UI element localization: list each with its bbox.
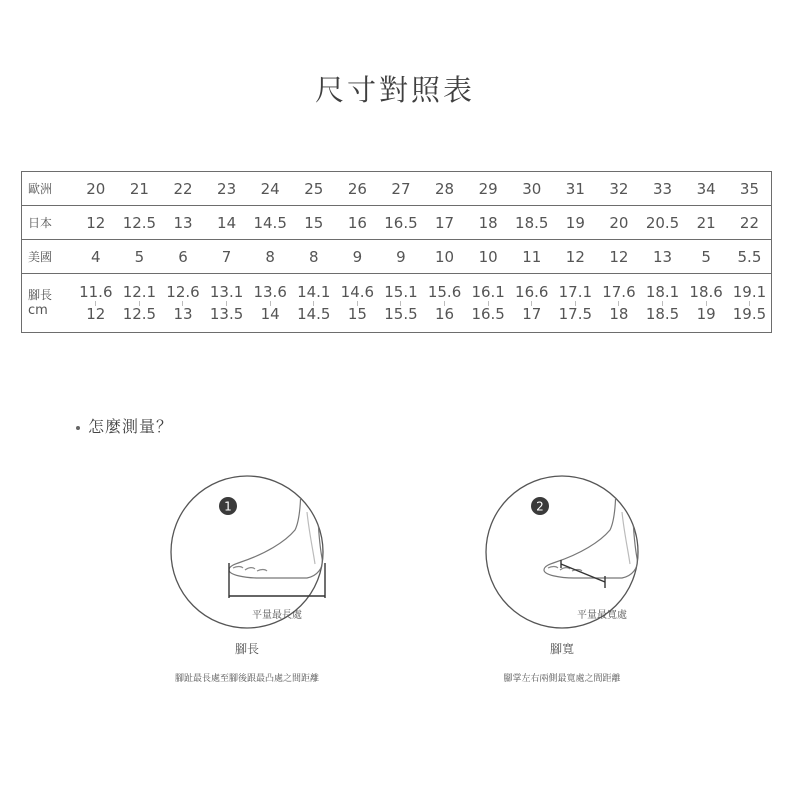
- size-cell: 22: [728, 206, 772, 240]
- size-cell: 20: [74, 172, 118, 206]
- figure-1-description: 腳趾最長處至腳後跟最凸處之間距離: [174, 674, 319, 684]
- foot-length-cell: [118, 274, 162, 333]
- size-cell: 21: [118, 172, 162, 206]
- foot-length-cell: [74, 274, 118, 333]
- foot-length-max: 17.5: [558, 304, 593, 323]
- figure-1-number: 1: [224, 499, 232, 514]
- foot-length-cell: [728, 274, 772, 333]
- size-cell: 18: [466, 206, 510, 240]
- foot-length-min: 17.1: [558, 282, 593, 301]
- foot-length-cell: [423, 274, 467, 333]
- size-cell: 8: [292, 240, 336, 274]
- size-cell: 23: [205, 172, 249, 206]
- foot-length-max: 19.5: [732, 304, 767, 323]
- figure-1-caption: 腳長: [234, 642, 259, 656]
- figure-2-inner-label: 平量最寬處: [577, 610, 627, 621]
- size-cell: 32: [597, 172, 641, 206]
- foot-length-min: 14.1: [297, 282, 331, 301]
- foot-length-label-text: 腳長: [28, 288, 53, 302]
- size-cell: 35: [728, 172, 772, 206]
- size-cell: 34: [684, 172, 728, 206]
- size-cell: 16.5: [379, 206, 423, 240]
- foot-length-min: 12.6: [166, 282, 200, 301]
- foot-length-max: 14: [260, 304, 280, 323]
- size-cell: 31: [554, 172, 598, 206]
- figure-2-description: 腳掌左右兩側最寬處之間距離: [503, 674, 621, 684]
- size-cell: 9: [336, 240, 380, 274]
- size-cell: 21: [684, 206, 728, 240]
- figure-1-inner-label: 平量最長處: [252, 610, 302, 621]
- foot-length-min: 16.6: [515, 282, 549, 301]
- foot-length-cell: [161, 274, 205, 333]
- foot-length-min: 15.6: [427, 282, 462, 301]
- foot-length-cell: [248, 274, 292, 333]
- row-label: 歐洲: [22, 172, 75, 206]
- how-to-measure-text: 怎麼測量？: [88, 417, 174, 436]
- size-cell: 24: [248, 172, 292, 206]
- size-cell: 12: [597, 240, 641, 274]
- foot-length-min: 12.1: [122, 282, 157, 301]
- table-row: [22, 172, 772, 206]
- foot-length-max: 18.5: [645, 304, 680, 323]
- bullet-dot-icon: [76, 426, 80, 430]
- size-cell: 18.5: [510, 206, 554, 240]
- foot-length-cell: [336, 274, 380, 333]
- foot-length-max: 12.5: [122, 304, 157, 323]
- foot-length-min: 15.1: [384, 282, 418, 301]
- size-cell: 17: [423, 206, 467, 240]
- size-cell: 16: [336, 206, 380, 240]
- foot-length-min: 11.6: [79, 282, 113, 301]
- size-cell: 5: [684, 240, 728, 274]
- size-cell: 15: [292, 206, 336, 240]
- foot-length-cell: [379, 274, 423, 333]
- foot-length-min: 14.6: [340, 282, 375, 301]
- foot-length-cell: [510, 274, 554, 333]
- page-title: 尺寸對照表: [314, 73, 475, 107]
- size-cell: 20: [597, 206, 641, 240]
- foot-length-cell: [466, 274, 510, 333]
- size-cell: 5: [118, 240, 162, 274]
- foot-length-min: 19.1: [732, 282, 767, 301]
- size-cell: 10: [466, 240, 510, 274]
- foot-length-max: 19: [696, 304, 716, 323]
- size-cell: 4: [74, 240, 118, 274]
- foot-length-min: 18.6: [689, 282, 723, 301]
- foot-length-min: 18.1: [645, 282, 680, 301]
- foot-length-max: 15: [347, 304, 367, 323]
- row-label: 美國: [22, 240, 75, 274]
- size-cell: 27: [379, 172, 423, 206]
- foot-length-figure: [122, 472, 372, 684]
- foot-length-min: 13.6: [253, 282, 287, 301]
- size-cell: 5.5: [728, 240, 772, 274]
- foot-length-min: 16.1: [471, 282, 505, 301]
- size-cell: 30: [510, 172, 554, 206]
- foot-width-illustration-icon: [482, 472, 642, 632]
- foot-length-unit: cm: [28, 303, 48, 318]
- foot-length-max: 15.5: [384, 304, 418, 323]
- foot-length-cell: [205, 274, 249, 333]
- foot-length-cell: [554, 274, 598, 333]
- size-cell: 8: [248, 240, 292, 274]
- size-cell: 9: [379, 240, 423, 274]
- size-cell: 25: [292, 172, 336, 206]
- size-cell: 14: [205, 206, 249, 240]
- size-cell: 6: [161, 240, 205, 274]
- foot-length-cell: [292, 274, 336, 333]
- foot-length-max: 17: [522, 304, 542, 323]
- size-cell: 13: [641, 240, 685, 274]
- size-cell: 12: [554, 240, 598, 274]
- foot-length-max: 16.5: [471, 304, 505, 323]
- figure-2-caption: 腳寬: [549, 642, 574, 656]
- size-cell: 7: [205, 240, 249, 274]
- size-cell: 13: [161, 206, 205, 240]
- foot-length-max: 14.5: [297, 304, 331, 323]
- size-cell: 14.5: [248, 206, 292, 240]
- foot-length-illustration-icon: [167, 472, 327, 632]
- foot-length-row: [22, 274, 772, 333]
- figure-2-number: 2: [536, 499, 544, 514]
- foot-length-cell: [684, 274, 728, 333]
- size-cell: 12: [74, 206, 118, 240]
- foot-length-min: 17.6: [602, 282, 636, 301]
- size-cell: 11: [510, 240, 554, 274]
- foot-length-max: 13: [173, 304, 193, 323]
- size-cell: 19: [554, 206, 598, 240]
- foot-length-max: 18: [609, 304, 629, 323]
- size-cell: 33: [641, 172, 685, 206]
- how-to-measure-heading: [76, 414, 173, 437]
- size-cell: 29: [466, 172, 510, 206]
- size-chart-table: [21, 171, 772, 333]
- foot-length-cell: [641, 274, 685, 333]
- table-row: [22, 240, 772, 274]
- size-cell: 20.5: [641, 206, 685, 240]
- foot-length-max: 16: [435, 304, 455, 323]
- foot-length-label: [22, 274, 75, 333]
- size-cell: 12.5: [118, 206, 162, 240]
- foot-length-max: 12: [86, 304, 106, 323]
- table-row: [22, 206, 772, 240]
- foot-length-cell: [597, 274, 641, 333]
- size-cell: 28: [423, 172, 467, 206]
- foot-width-figure: [437, 472, 687, 684]
- foot-length-max: 13.5: [209, 304, 244, 323]
- row-label: 日本: [22, 206, 75, 240]
- size-cell: 26: [336, 172, 380, 206]
- size-cell: 10: [423, 240, 467, 274]
- size-cell: 22: [161, 172, 205, 206]
- foot-length-min: 13.1: [209, 282, 244, 301]
